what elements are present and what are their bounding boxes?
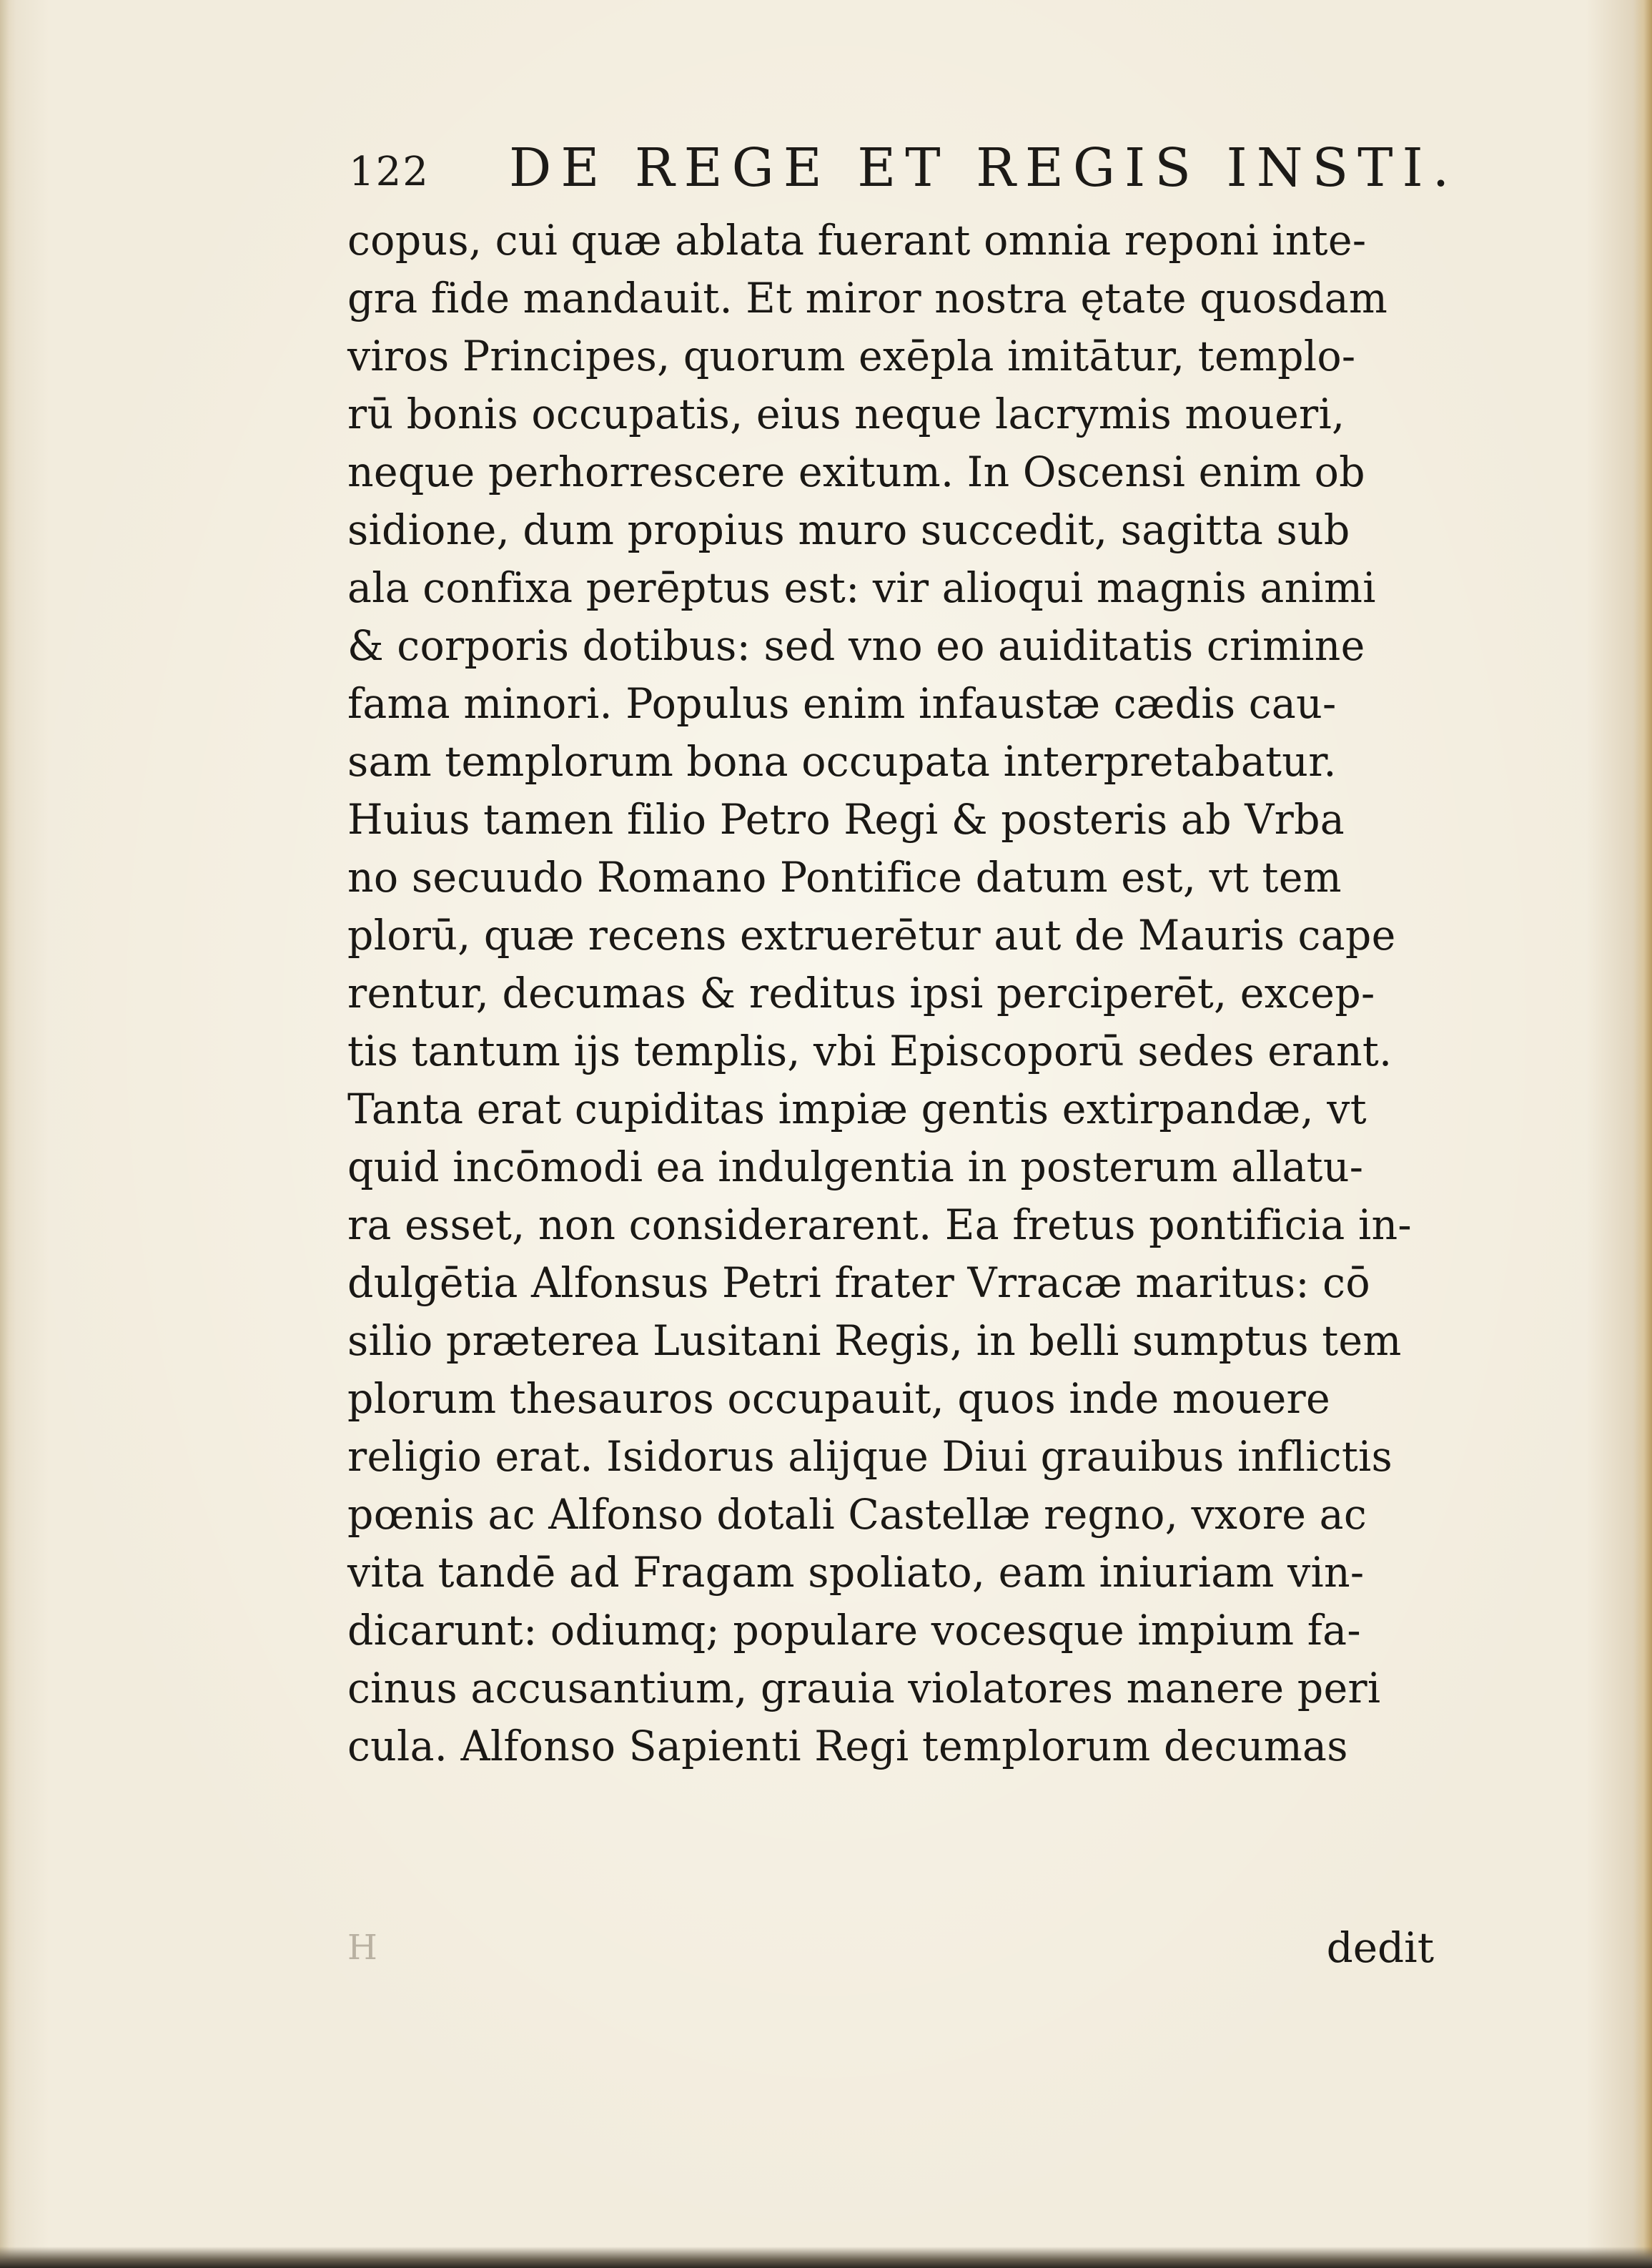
text-line: dulgētia Alfonsus Petri frater Vrracæ maritus: cō [347, 1258, 1370, 1307]
text-line: dicarunt: odiumq; populare vocesque impium fa- [347, 1606, 1361, 1655]
text-line: Tanta erat cupiditas impiæ gentis extirpandæ, vt [347, 1085, 1367, 1133]
text-line: silio præterea Lusitani Regis, in belli sumptus tem [347, 1316, 1402, 1365]
text-line: vita tandē ad Fragam spoliato, eam iniuriam vin- [347, 1548, 1365, 1597]
catchword: dedit [1326, 1923, 1434, 1972]
text-line: cula. Alfonso Sapienti Regi templorum decumas [347, 1722, 1348, 1770]
running-title: DE REGE ET REGIS INSTI. [509, 137, 1459, 199]
text-line: cinus accusantium, grauia violatores manere peri [347, 1664, 1381, 1712]
text-line: fama minori. Populus enim infaustæ cædis cau- [347, 679, 1337, 728]
text-line: pœnis ac Alfonso dotali Castellæ regno, vxore ac [347, 1490, 1367, 1539]
text-line: ala confixa perēptus est: vir alioqui magnis animi [347, 563, 1376, 612]
text-line: neque perhorrescere exitum. In Oscensi enim ob [347, 448, 1365, 496]
text-line: ra esset, non considerarent. Ea fretus pontificia in- [347, 1200, 1412, 1249]
text-line: plorum thesauros occupauit, quos inde mouere [347, 1374, 1331, 1423]
page-number: 122 [349, 149, 430, 195]
text-line: gra fide mandauit. Et miror nostra ętate quosdam [347, 274, 1388, 322]
signature-mark: H [347, 1928, 380, 1968]
body-text [347, 212, 1463, 1775]
text-line: sidione, dum propius muro succedit, sagitta sub [347, 506, 1350, 554]
text-line: & corporis dotibus: sed vno eo auiditatis crimine [347, 621, 1365, 670]
text-line: tis tantum ijs templis, vbi Episcoporū sedes erant. [347, 1027, 1393, 1075]
page-header [349, 127, 1459, 206]
page-right-edge [1633, 0, 1652, 2268]
page-left-edge [0, 0, 16, 2268]
text-line: religio erat. Isidorus alijque Diui grauibus inflictis [347, 1432, 1393, 1481]
text-line: rū bonis occupatis, eius neque lacrymis moueri, [347, 390, 1345, 438]
text-line: Huius tamen filio Petro Regi & posteris ab Vrba [347, 795, 1345, 844]
text-line: sam templorum bona occupata interpretabatur. [347, 737, 1337, 786]
text-line: plorū, quæ recens extruerētur aut de Mauris cape [347, 911, 1396, 960]
text-line: no secuudo Romano Pontifice datum est, vt tem [347, 853, 1342, 902]
text-line: viros Principes, quorum exēpla imitātur, templo- [347, 332, 1356, 380]
text-line: copus, cui quæ ablata fuerant omnia reponi inte- [347, 216, 1367, 265]
page-footer [347, 1923, 1441, 1981]
text-line: rentur, decumas & reditus ipsi perciperēt, excep- [347, 969, 1375, 1017]
text-line: quid incōmodi ea indulgentia in posterum allatu- [347, 1143, 1364, 1191]
page-bottom-edge [0, 2247, 1652, 2268]
